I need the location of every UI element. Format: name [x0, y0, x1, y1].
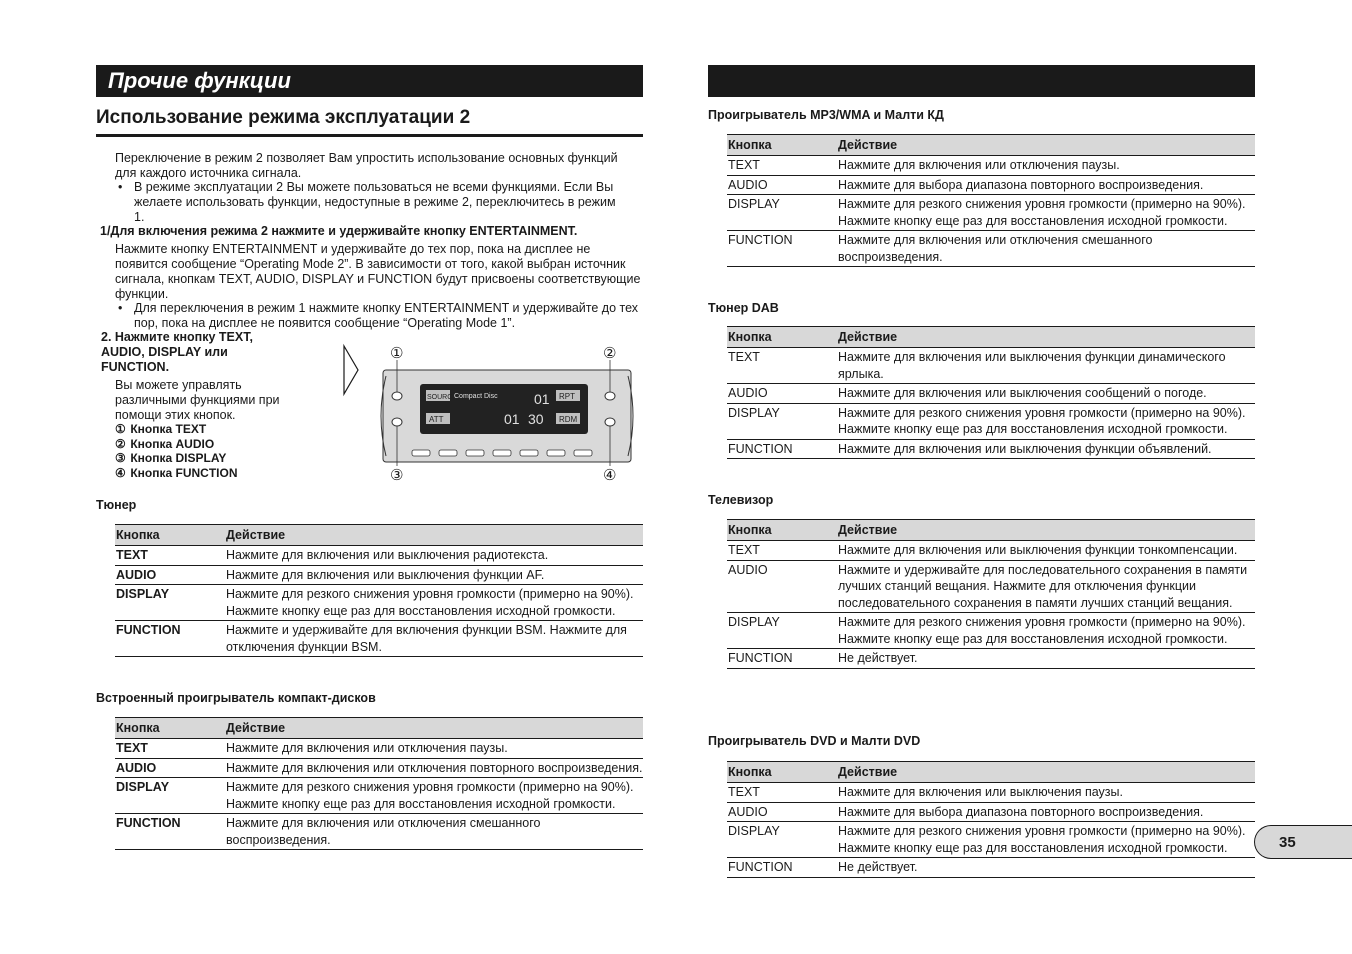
row-key: AUDIO	[727, 175, 837, 195]
table-row	[727, 822, 1255, 858]
col-key-header: Кнопка	[727, 135, 837, 156]
row-key: AUDIO	[727, 802, 837, 822]
row-key: FUNCTION	[727, 649, 837, 669]
head-unit-figure	[340, 340, 640, 488]
col-key-header: Кнопка	[727, 327, 837, 348]
callout-3: ③	[390, 466, 404, 484]
step-2-title: 2. Нажмите кнопку TEXT, AUDIO, DISPLAY или FUNCTION.	[101, 330, 253, 374]
row-key: DISPLAY	[115, 778, 225, 814]
col-key-header: Кнопка	[115, 525, 225, 546]
table-row	[727, 195, 1255, 231]
row-key: AUDIO	[115, 758, 225, 778]
row-action: Нажмите для выбора диапазона повторного воспроизведения.	[837, 175, 1255, 195]
table-row	[727, 613, 1255, 649]
table-row	[727, 439, 1255, 459]
display-rpt-label: RPT	[559, 392, 575, 401]
bullet-text: В режиме эксплуатации 2 Вы можете пользоваться не всеми функциями. Если Вы желаете использовать функции, недоступные в режиме 2, переключитесь в режим 1.	[134, 180, 616, 224]
row-action: Нажмите для включения или выключения функции объявлений.	[837, 439, 1255, 459]
row-key: DISPLAY	[727, 822, 837, 858]
intro-paragraph: Переключение в режим 2 позволяет Вам упростить использование основных функций для каждого источника сигнала.	[115, 151, 618, 180]
intro-bullet-1	[118, 180, 624, 225]
display-source-text: Compact Disc	[454, 393, 498, 400]
bullet-dot: •	[118, 180, 123, 194]
table-row	[727, 156, 1255, 176]
row-action: Нажмите для включения или отключения смешанного воспроизведения.	[837, 231, 1255, 267]
cd-table	[115, 717, 643, 850]
display-button	[392, 418, 402, 426]
dab-table	[727, 326, 1255, 459]
display-minutes: 01	[504, 411, 520, 427]
table-row	[115, 739, 643, 759]
col-action-header: Действие	[225, 525, 643, 546]
table-row	[115, 814, 643, 850]
row-action: Нажмите и удерживайте для включения функции BSM. Нажмите для отключения функции BSM.	[225, 621, 643, 657]
row-key: TEXT	[727, 783, 837, 803]
row-action: Нажмите для включения или отключения паузы.	[225, 739, 643, 759]
display-source-label: SOURCE	[427, 394, 457, 401]
table-row	[115, 621, 643, 657]
tuner-table	[115, 524, 643, 657]
row-key: FUNCTION	[727, 858, 837, 878]
row-key: AUDIO	[727, 384, 837, 404]
bullet-text: Для переключения в режим 1 нажмите кнопку ENTERTAINMENT и удерживайте до тех пор, пока на дисплее не появится сообщение “Operating Mode 1”.	[134, 301, 639, 330]
step-2-body: Вы можете управлять различными функциями при помощи этих кнопок.	[115, 378, 280, 422]
table-row	[727, 858, 1255, 878]
table-row	[727, 802, 1255, 822]
row-key: TEXT	[727, 541, 837, 561]
table-row	[727, 560, 1255, 613]
row-key: AUDIO	[727, 560, 837, 613]
row-action: Нажмите для включения или отключения паузы.	[837, 156, 1255, 176]
dvd-table	[727, 761, 1255, 878]
row-action: Нажмите для резкого снижения уровня громкости (примерно на 90%). Нажмите кнопку еще раз для восстановления исходной громкости.	[837, 822, 1255, 858]
page-title: Прочие функции	[108, 68, 291, 93]
text-button	[392, 392, 402, 400]
table-row	[115, 565, 643, 585]
table-row	[727, 649, 1255, 669]
col-key-header: Кнопка	[727, 762, 837, 783]
legend-item: ① Кнопка TEXT	[115, 422, 207, 436]
table-row	[727, 175, 1255, 195]
cd-title: Встроенный проигрыватель компакт-дисков	[96, 691, 376, 705]
row-action: Нажмите и удерживайте для последовательного сохранения в памяти лучших станций вещания. Нажмите для отключения функции последовательного сохранения в памяти лучших станций вещания.	[837, 560, 1255, 613]
function-button	[605, 418, 615, 426]
legend-item: ④ Кнопка FUNCTION	[115, 465, 238, 480]
row-key: DISPLAY	[115, 585, 225, 621]
table-row	[115, 546, 643, 566]
row-action: Не действует.	[837, 649, 1255, 669]
bullet-dot: •	[118, 301, 123, 315]
row-action: Нажмите для включения или выключения радиотекста.	[225, 546, 643, 566]
col-key-header: Кнопка	[115, 718, 225, 739]
display-seconds: 30	[528, 411, 544, 427]
display-att-label: ATT	[429, 415, 444, 424]
row-key: DISPLAY	[727, 195, 837, 231]
row-action: Нажмите для включения или отключения смешанного воспроизведения.	[225, 814, 643, 850]
display-rdm-label: RDM	[559, 415, 578, 424]
tv-table	[727, 519, 1255, 669]
row-action: Нажмите для включения или выключения функции динамического ярлыка.	[837, 348, 1255, 384]
row-key: FUNCTION	[115, 621, 225, 657]
intro-bullet-2	[118, 301, 642, 331]
col-key-header: Кнопка	[727, 520, 837, 541]
mp3-table	[727, 134, 1255, 267]
dab-title: Тюнер DAB	[708, 301, 779, 315]
row-key: FUNCTION	[727, 439, 837, 459]
row-action: Нажмите для резкого снижения уровня громкости (примерно на 90%). Нажмите кнопку еще раз для восстановления исходной громкости.	[837, 403, 1255, 439]
row-key: FUNCTION	[727, 231, 837, 267]
step-1-body: Нажмите кнопку ENTERTAINMENT и удерживайте до тех пор, пока на дисплее не появится сообщение “Operating Mode 2”. В зависимости от того, какой выбран источник сигнала, кнопкам TEXT, AUDIO, DISPLAY и FUNCTION будут присвоены соответствующие функции.	[115, 242, 641, 301]
row-action: Нажмите для включения или выключения сообщений о погоде.	[837, 384, 1255, 404]
row-action: Нажмите для включения или выключения функции AF.	[225, 565, 643, 585]
row-action: Не действует.	[837, 858, 1255, 878]
step-1-title: 1/Для включения режима 2 нажмите и удерживайте кнопку ENTERTAINMENT.	[100, 224, 578, 238]
row-action: Нажмите для резкого снижения уровня громкости (примерно на 90%). Нажмите кнопку еще раз для восстановления исходной громкости.	[837, 195, 1255, 231]
callout-2: ②	[603, 344, 617, 362]
display-track: 01	[534, 391, 550, 407]
section-heading: Использование режима эксплуатации 2	[96, 106, 643, 137]
legend-item: ③ Кнопка DISPLAY	[115, 451, 227, 465]
table-row	[727, 541, 1255, 561]
dvd-title: Проигрыватель DVD и Малти DVD	[708, 734, 921, 748]
table-row	[115, 758, 643, 778]
section-banner	[96, 65, 643, 97]
row-action: Нажмите для выбора диапазона повторного воспроизведения.	[837, 802, 1255, 822]
row-action: Нажмите для включения или выключения паузы.	[837, 783, 1255, 803]
col-action-header: Действие	[225, 718, 643, 739]
table-row	[115, 585, 643, 621]
row-key: TEXT	[727, 156, 837, 176]
row-action: Нажмите для резкого снижения уровня громкости (примерно на 90%). Нажмите кнопку еще раз для восстановления исходной громкости.	[225, 778, 643, 814]
section-banner-right	[708, 65, 1255, 97]
row-key: DISPLAY	[727, 613, 837, 649]
table-row	[727, 384, 1255, 404]
table-row	[727, 231, 1255, 267]
row-action: Нажмите для включения или выключения функции тонкомпенсации.	[837, 541, 1255, 561]
button-legend	[115, 422, 315, 480]
table-row	[115, 778, 643, 814]
table-row	[727, 348, 1255, 384]
legend-item: ② Кнопка AUDIO	[115, 436, 215, 451]
row-action: Нажмите для включения или отключения повторного воспроизведения.	[225, 758, 643, 778]
page-number: 35	[1254, 825, 1352, 859]
col-action-header: Действие	[837, 135, 1255, 156]
row-action: Нажмите для резкого снижения уровня громкости (примерно на 90%). Нажмите кнопку еще раз для восстановления исходной громкости.	[225, 585, 643, 621]
callout-1: ①	[390, 344, 404, 362]
arrow-icon	[344, 346, 358, 394]
callout-4: ④	[603, 466, 617, 484]
row-action: Нажмите для резкого снижения уровня громкости (примерно на 90%). Нажмите кнопку еще раз для восстановления исходной громкости.	[837, 613, 1255, 649]
tuner-title: Тюнер	[96, 498, 137, 512]
preset-buttons	[412, 450, 592, 456]
col-action-header: Действие	[837, 327, 1255, 348]
mp3-title: Проигрыватель MP3/WMA и Малти КД	[708, 108, 944, 122]
table-row	[727, 783, 1255, 803]
col-action-header: Действие	[837, 520, 1255, 541]
row-key: FUNCTION	[115, 814, 225, 850]
tv-title: Телевизор	[708, 493, 774, 507]
col-action-header: Действие	[837, 762, 1255, 783]
row-key: DISPLAY	[727, 403, 837, 439]
row-key: TEXT	[115, 739, 225, 759]
row-key: TEXT	[115, 546, 225, 566]
audio-button	[605, 392, 615, 400]
row-key: TEXT	[727, 348, 837, 384]
table-row	[727, 403, 1255, 439]
row-key: AUDIO	[115, 565, 225, 585]
